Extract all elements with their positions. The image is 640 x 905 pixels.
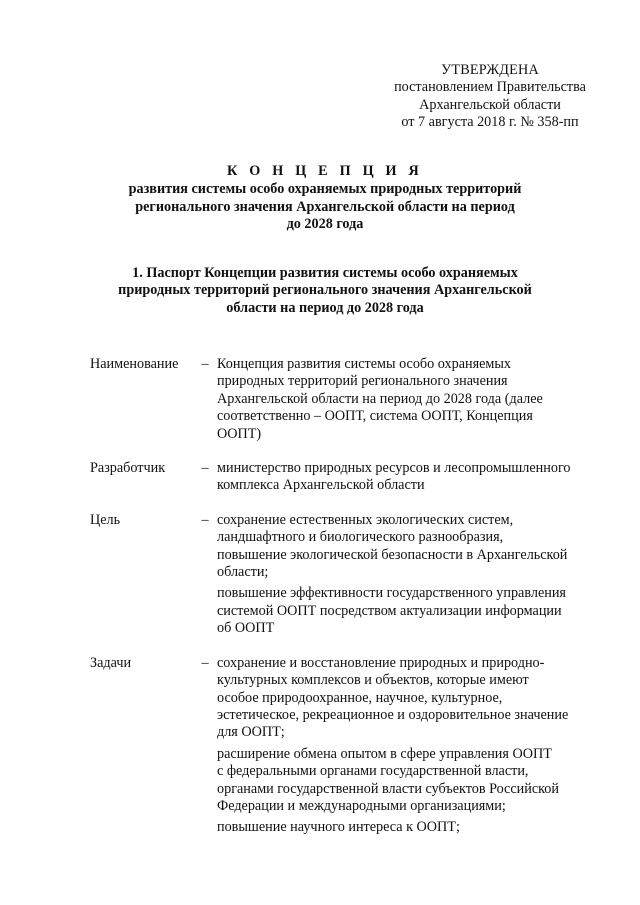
passport-dash: –: [201, 654, 209, 671]
passport-line: особое природоохранное, научное, культурное,: [217, 689, 503, 706]
section-heading-line: области на период до 2028 года: [226, 299, 424, 316]
title-line: регионального значения Архангельской области на период: [135, 198, 515, 215]
title-line: до 2028 года: [286, 216, 364, 233]
passport-line: соответственно – ООПТ, система ООПТ, Концепция: [217, 408, 533, 425]
passport-line: министерство природных ресурсов и лесопромышленного: [217, 460, 571, 477]
passport-line: органами государственной власти субъектов Российской: [217, 780, 559, 797]
passport-paragraph: [217, 460, 600, 495]
passport-paragraph: [217, 356, 600, 443]
section-heading-line: 1. Паспорт Концепции развития системы особо охраняемых: [132, 265, 518, 281]
approval-line: от 7 августа 2018 г. № 358-пп: [401, 114, 579, 131]
passport-paragraph: [217, 819, 600, 836]
passport-line: культурных комплексов и объектов, которые имеют: [217, 672, 529, 689]
passport-description: [217, 460, 600, 495]
approval-label: УТВЕРЖДЕНА: [441, 62, 539, 78]
passport-line: Архангельской области на период до 2028 года (далее: [217, 390, 543, 407]
passport-dash: –: [201, 356, 209, 372]
passport-line: области;: [217, 564, 269, 581]
passport-term: Разработчик: [90, 460, 166, 477]
passport-line: Концепция развития системы особо охраняемых: [217, 356, 512, 372]
passport-row: [90, 460, 600, 495]
passport-paragraph: [217, 655, 600, 742]
passport-line: эстетическое, рекреационное и оздоровительное значение: [217, 706, 569, 723]
passport-line: Федерации и международными организациями;: [217, 797, 506, 814]
passport-line: об ООПТ: [217, 620, 275, 637]
passport-term: Наименование: [90, 356, 179, 372]
section-heading-line: природных территорий регионального значения Архангельской: [118, 282, 532, 299]
passport-line: повышение научного интереса к ООПТ;: [217, 819, 460, 836]
section-heading: [90, 265, 560, 317]
passport-line: для ООПТ;: [217, 724, 285, 741]
title-word: К О Н Ц Е П Ц И Я: [227, 163, 423, 179]
passport-table: [90, 356, 600, 854]
document-title: [90, 163, 560, 234]
passport-row: [90, 512, 600, 638]
passport-row: [90, 655, 600, 837]
approval-line: Архангельской области: [419, 96, 561, 113]
title-line: развития системы особо охраняемых природных территорий: [128, 181, 522, 198]
passport-line: расширение обмена опытом в сфере управления ООПТ: [217, 745, 552, 762]
passport-paragraph: [217, 585, 600, 637]
passport-line: повышение экологической безопасности в Архангельской: [217, 546, 568, 563]
approval-stamp: [370, 62, 610, 132]
passport-description: [217, 655, 600, 837]
passport-line: природных территорий регионального значения: [217, 373, 508, 390]
passport-description: [217, 512, 600, 638]
passport-line: сохранение естественных экологических систем,: [217, 511, 514, 528]
passport-term: Задачи: [90, 654, 132, 671]
passport-line: сохранение и восстановление природных и природно-: [217, 654, 545, 671]
passport-line: с федеральными органами государственной власти,: [217, 763, 529, 780]
passport-line: комплекса Архангельской области: [217, 477, 425, 494]
passport-term: Цель: [90, 511, 121, 528]
passport-dash: –: [201, 511, 209, 528]
passport-dash: –: [201, 460, 209, 477]
approval-line: постановлением Правительства: [394, 79, 586, 96]
passport-line: ООПТ): [217, 425, 262, 442]
passport-description: [217, 356, 600, 443]
passport-paragraph: [217, 512, 600, 582]
passport-line: ландшафтного и биологического разнообразия,: [217, 529, 504, 546]
passport-paragraph: [217, 746, 600, 816]
passport-line: повышение эффективности государственного управления: [217, 585, 566, 602]
passport-line: системой ООПТ посредством актуализации информации: [217, 602, 562, 619]
passport-row: [90, 356, 600, 443]
